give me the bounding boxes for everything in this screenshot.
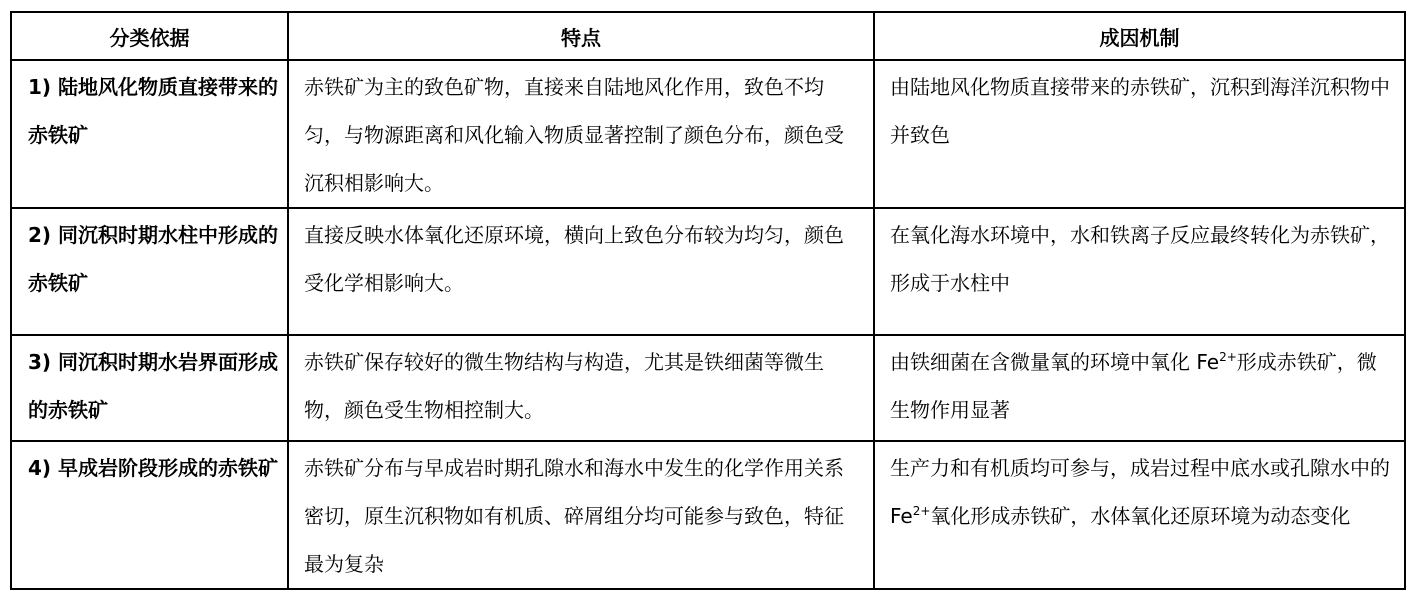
table-row — [11, 441, 1405, 589]
ion-charge-superscript: 2+ — [1219, 350, 1237, 364]
feature-cell: 赤铁矿分布与早成岩时期孔隙水和海水中发生的化学作用关系密切，原生沉积物如有机质、碎屑组分均可能参与致色，特征最为复杂 — [288, 441, 874, 589]
feature-cell: 赤铁矿为主的致色矿物，直接来自陆地风化作用，致色不均匀，与物源距离和风化输入物质显著控制了颜色分布，颜色受沉积相影响大。 — [288, 60, 874, 208]
category-cell: 2) 同沉积时期水柱中形成的赤铁矿 — [11, 208, 288, 335]
mechanism-cell: 在氧化海水环境中，水和铁离子反应最终转化为赤铁矿，形成于水柱中 — [874, 208, 1405, 335]
mechanism-text-part: 氧化形成赤铁矿，水体氧化还原环境为动态变化 — [930, 504, 1351, 528]
table-row — [11, 335, 1405, 441]
header-classification-basis: 分类依据 — [11, 12, 288, 60]
mechanism-text-part: 生产力和有机质均可参与，成岩过程中底水或孔隙水中的 Fe — [890, 456, 1390, 528]
table-row — [11, 208, 1405, 335]
mechanism-cell — [874, 441, 1405, 589]
category-cell: 3) 同沉积时期水岩界面形成的赤铁矿 — [11, 335, 288, 441]
feature-cell: 直接反映水体氧化还原环境，横向上致色分布较为均匀，颜色受化学相影响大。 — [288, 208, 874, 335]
mechanism-cell: 由陆地风化物质直接带来的赤铁矿，沉积到海洋沉积物中并致色 — [874, 60, 1405, 208]
category-cell: 1) 陆地风化物质直接带来的赤铁矿 — [11, 60, 288, 208]
mechanism-cell — [874, 335, 1405, 441]
category-cell: 4) 早成岩阶段形成的赤铁矿 — [11, 441, 288, 589]
mechanism-text-part: 由铁细菌在含微量氧的环境中氧化 Fe — [890, 350, 1220, 374]
table-header-row — [11, 12, 1405, 60]
hematite-classification-table — [10, 11, 1406, 590]
ion-charge-superscript: 2+ — [912, 504, 931, 518]
table-row — [11, 60, 1405, 208]
header-features: 特点 — [288, 12, 874, 60]
feature-cell: 赤铁矿保存较好的微生物结构与构造，尤其是铁细菌等微生物，颜色受生物相控制大。 — [288, 335, 874, 441]
header-formation-mechanism: 成因机制 — [874, 12, 1405, 60]
mechanism-text-part: 形成赤铁矿，微生物作用显著 — [890, 350, 1377, 422]
